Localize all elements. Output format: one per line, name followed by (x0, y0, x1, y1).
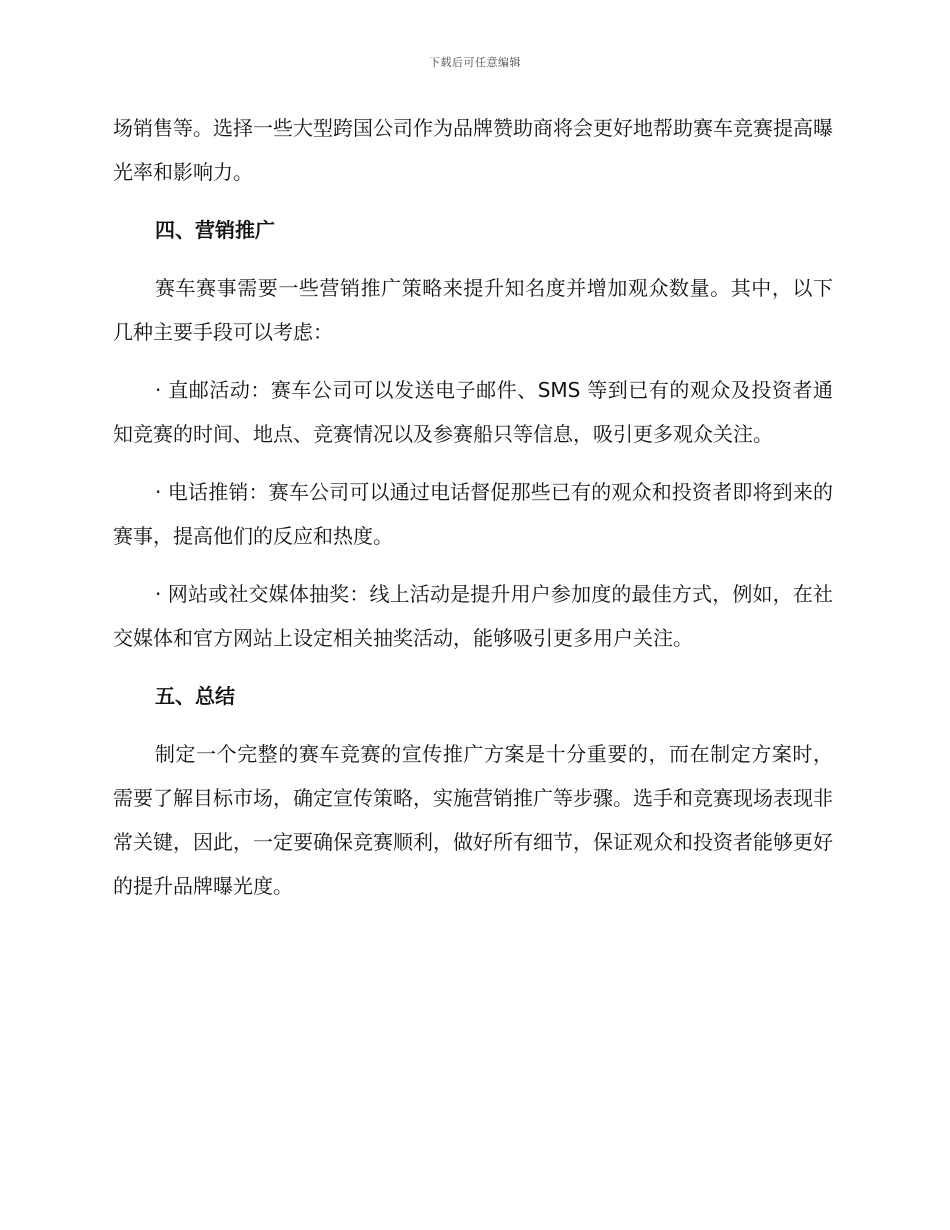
paragraph-summary: 制定一个完整的赛车竞赛的宣传推广方案是十分重要的，而在制定方案时，需要了解目标市场，确定宣传策略，实施营销推广等步骤。选手和竞赛现场表现非常关键，因此，一定要确保竞赛顺利，做好所有细节，保证观众和投资者能够更好的提升品牌曝光度。 (113, 742, 833, 898)
section-heading-marketing: 四、营销推广 (155, 218, 275, 242)
bullet-direct-mail: · 直邮活动：赛车公司可以发送电子邮件、SMS 等到已有的观众及投资者通知竞赛的时间、地点、竞赛情况以及参赛船只等信息，吸引更多观众关注。 (113, 378, 833, 446)
paragraph-marketing-intro: 赛车赛事需要一些营销推广策略来提升知名度并增加观众数量。其中，以下几种主要手段可以考虑： (113, 276, 833, 344)
paragraph-continuation: 场销售等。选择一些大型跨国公司作为品牌赞助商将会更好地帮助赛车竞赛提高曝光率和影响力。 (113, 116, 833, 184)
section-heading-summary: 五、总结 (155, 684, 235, 708)
document-body (113, 106, 833, 922)
bullet-website-social: · 网站或社交媒体抽奖：线上活动是提升用户参加度的最佳方式，例如，在社交媒体和官方网站上设定相关抽奖活动，能够吸引更多用户关注。 (113, 582, 833, 650)
bullet-phone-sales: · 电话推销：赛车公司可以通过电话督促那些已有的观众和投资者即将到来的赛事，提高他们的反应和热度。 (113, 480, 833, 548)
page-header-note: 下载后可任意编辑 (429, 56, 521, 69)
